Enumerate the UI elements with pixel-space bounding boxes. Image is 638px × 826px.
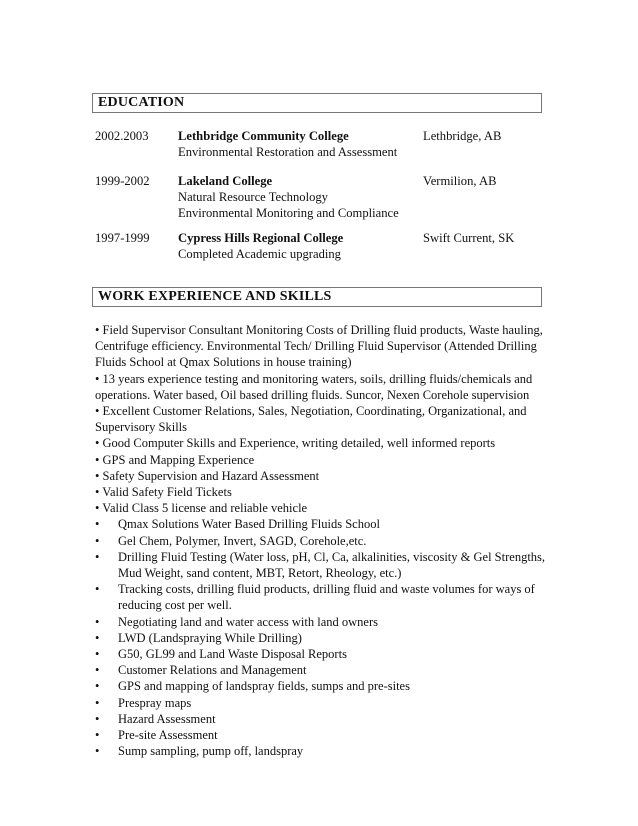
list-item	[95, 581, 547, 613]
inline-bullet-text: Valid Class 5 license and reliable vehicle	[102, 501, 308, 516]
program-name: Natural Resource Technology	[178, 190, 328, 204]
list-item	[95, 614, 547, 630]
bullet-dot: •	[95, 679, 100, 694]
list-item-text: GPS and mapping of landspray fields, sumps and pre-sites	[118, 679, 410, 694]
list-item-text: Drilling Fluid Testing (Water loss, pH, Cl, Ca, alkalinities, viscosity & Gel Strengths, Mud Weight, sand content, MBT, Retort, Rheology, etc.)	[118, 549, 546, 581]
list-item-text: Pre-site Assessment	[118, 728, 218, 743]
inline-bullet-text: GPS and Mapping Experience	[102, 452, 255, 467]
bullet-dot: •	[95, 695, 100, 710]
list-item-text: Negotiating land and water access with land owners	[118, 614, 378, 629]
inline-bullet-item	[95, 484, 547, 500]
education-institution-block	[178, 173, 399, 221]
bullet-dot: •	[95, 630, 100, 645]
work-experience-heading: WORK EXPERIENCE AND SKILLS	[92, 287, 542, 307]
list-item-text: Prespray maps	[118, 695, 192, 710]
bullet-dot: •	[95, 533, 100, 548]
bullet-dot: •	[95, 711, 100, 726]
education-location: Vermilion, AB	[423, 174, 497, 188]
education-years: 1997-1999	[95, 231, 150, 245]
list-item-text: LWD (Landspraying While Drilling)	[118, 630, 302, 645]
education-heading: EDUCATION	[92, 93, 542, 113]
program-name: Environmental Restoration and Assessment	[178, 145, 398, 159]
bullet-dot: •	[95, 485, 100, 500]
bullet-dot: •	[95, 517, 100, 532]
bullet-dot: •	[95, 663, 100, 678]
inline-bullet-text: 13 years experience testing and monitoring waters, soils, drilling fluids/chemicals and operations. Water based, Oil based drilling fluids. Suncor, Nexen Corehole supervision	[95, 371, 533, 402]
inline-bullet-item	[95, 322, 547, 371]
education-location: Lethbridge, AB	[423, 129, 502, 143]
list-item	[95, 662, 547, 678]
inline-bullet-text: Excellent Customer Relations, Sales, Negotiation, Coordinating, Organizational, and Supervisory Skills	[95, 404, 527, 435]
education-institution-block	[178, 230, 343, 262]
list-item-text: Gel Chem, Polymer, Invert, SAGD, Corehole,etc.	[118, 533, 367, 548]
program-name: Completed Academic upgrading	[178, 247, 341, 261]
program-name: Environmental Monitoring and Compliance	[178, 206, 399, 220]
inline-bullet-text: Safety Supervision and Hazard Assessment	[102, 468, 320, 483]
institution-name: Lethbridge Community College	[178, 129, 349, 143]
list-item-text: Customer Relations and Management	[118, 663, 307, 678]
inline-bullet-text: Good Computer Skills and Experience, writing detailed, well informed reports	[102, 436, 496, 451]
list-item-text: G50, GL99 and Land Waste Disposal Reports	[118, 647, 347, 662]
education-years: 2002.2003	[95, 129, 149, 143]
inline-bullet-text: Field Supervisor Consultant Monitoring Costs of Drilling fluid products, Waste hauling, Centrifuge efficiency. Environmental Tech/ Drilling Fluid Supervisor (Attended Drilling Fluids School at Qmax Solutions in house training)	[95, 323, 543, 370]
bullet-dot: •	[95, 501, 100, 516]
list-item	[95, 727, 547, 743]
list-item	[95, 695, 547, 711]
bullet-dot: •	[95, 647, 100, 662]
list-item	[95, 533, 547, 549]
skills-list	[95, 516, 547, 759]
inline-bullet-item	[95, 452, 547, 468]
list-item-text: Sump sampling, pump off, landspray	[118, 744, 304, 759]
bullet-dot: •	[95, 744, 100, 759]
list-item-text: Tracking costs, drilling fluid products, drilling fluid and waste volumes for ways of reducing cost per well.	[118, 582, 535, 613]
list-item	[95, 678, 547, 694]
bullet-dot: •	[95, 549, 100, 564]
inline-bullet-item	[95, 371, 547, 403]
list-item	[95, 516, 547, 532]
institution-name: Cypress Hills Regional College	[178, 231, 344, 245]
bullet-dot: •	[95, 323, 100, 337]
bullet-dot: •	[95, 436, 100, 451]
bullet-dot: •	[95, 614, 100, 629]
inline-bullet-item	[95, 435, 547, 451]
inline-bullet-text: Valid Safety Field Tickets	[102, 485, 232, 500]
list-item	[95, 630, 547, 646]
institution-name: Lakeland College	[178, 174, 273, 188]
list-item	[95, 743, 547, 759]
education-years: 1999-2002	[95, 174, 150, 188]
list-item-text: Hazard Assessment	[118, 711, 216, 726]
bullet-dot: •	[95, 371, 100, 386]
list-item-text: Qmax Solutions Water Based Drilling Fluids School	[118, 517, 380, 532]
bullet-dot: •	[95, 728, 100, 743]
bullet-dot: •	[95, 404, 100, 419]
list-item	[95, 549, 547, 581]
inline-bullet-item	[95, 468, 547, 484]
work-experience-body	[95, 322, 547, 759]
bullet-dot: •	[95, 452, 100, 467]
inline-bullet-item	[95, 403, 547, 435]
list-item	[95, 646, 547, 662]
list-item	[95, 711, 547, 727]
inline-bullet-item	[95, 500, 547, 516]
education-institution-block	[178, 128, 397, 160]
education-location: Swift Current, SK	[423, 231, 515, 245]
bullet-dot: •	[95, 582, 100, 597]
bullet-dot: •	[95, 468, 100, 483]
